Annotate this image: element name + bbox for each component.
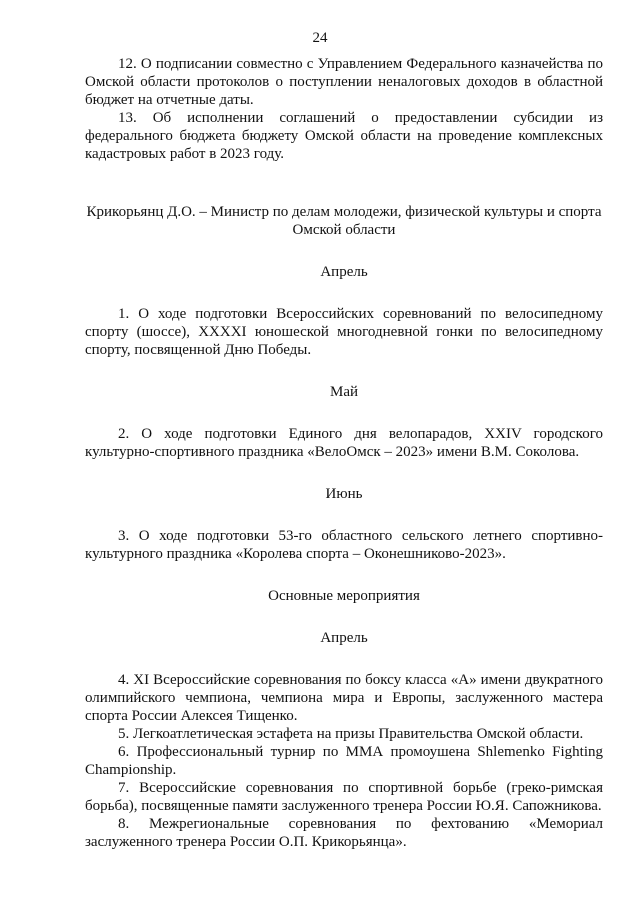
event-item-7: 7. Всероссийские соревнования по спортивной борьбе (греко-римская борьба), посвященные памяти заслуженного тренера России Ю.Я. Сапожникова. bbox=[85, 780, 603, 814]
event-item-8: 8. Межрегиональные соревнования по фехтованию «Мемориал заслуженного тренера России О.П. Крикорьянца». bbox=[85, 816, 603, 850]
event-item-5: 5. Легкоатлетическая эстафета на призы Правительства Омской области. bbox=[118, 726, 584, 742]
section-heading: Крикорьянц Д.О. – Министр по делам молодежи, физической культуры и спорта Омской области bbox=[86, 204, 602, 238]
page-number: 24 bbox=[312, 30, 328, 46]
month-heading-may: Май bbox=[329, 384, 359, 400]
month-heading-april-events: Апрель bbox=[320, 630, 368, 646]
agenda-item-2: 2. О ходе подготовки Единого дня велопарадов, XXIV городского культурно-спортивного праздника «ВелоОмск – 2023» имени В.М. Соколова. bbox=[85, 426, 603, 460]
agenda-item-12: 12. О подписании совместно с Управлением Федерального казначейства по Омской области протоколов о поступлении неналоговых доходов в областной бюджет на отчетные даты. bbox=[85, 56, 603, 108]
event-item-4: 4. XI Всероссийские соревнования по боксу класса «А» имени двукратного олимпийского чемпиона, чемпиона мира и Европы, заслуженного мастера спорта России Алексея Тищенко. bbox=[85, 672, 603, 724]
event-item-6: 6. Профессиональный турнир по ММА промоушена Shlemenko Fighting Championship. bbox=[85, 744, 603, 778]
month-heading-june: Июнь bbox=[325, 486, 363, 502]
agenda-item-3: 3. О ходе подготовки 53-го областного сельского летнего спортивно-культурного праздника «Королева спорта – Оконешниково-2023». bbox=[85, 528, 603, 562]
agenda-item-1: 1. О ходе подготовки Всероссийских соревнований по велосипедному спорту (шоссе), XXXXI юношеской многодневной гонки по велосипедному спорту, посвященной Дню Победы. bbox=[85, 306, 603, 358]
month-heading-april: Апрель bbox=[320, 264, 368, 280]
agenda-item-13: 13. Об исполнении соглашений о предоставлении субсидии из федерального бюджета бюджету Омской области на проведение комплексных кадастровых работ в 2023 году. bbox=[85, 110, 603, 162]
main-events-heading: Основные мероприятия bbox=[268, 588, 420, 604]
page-content bbox=[85, 55, 603, 851]
